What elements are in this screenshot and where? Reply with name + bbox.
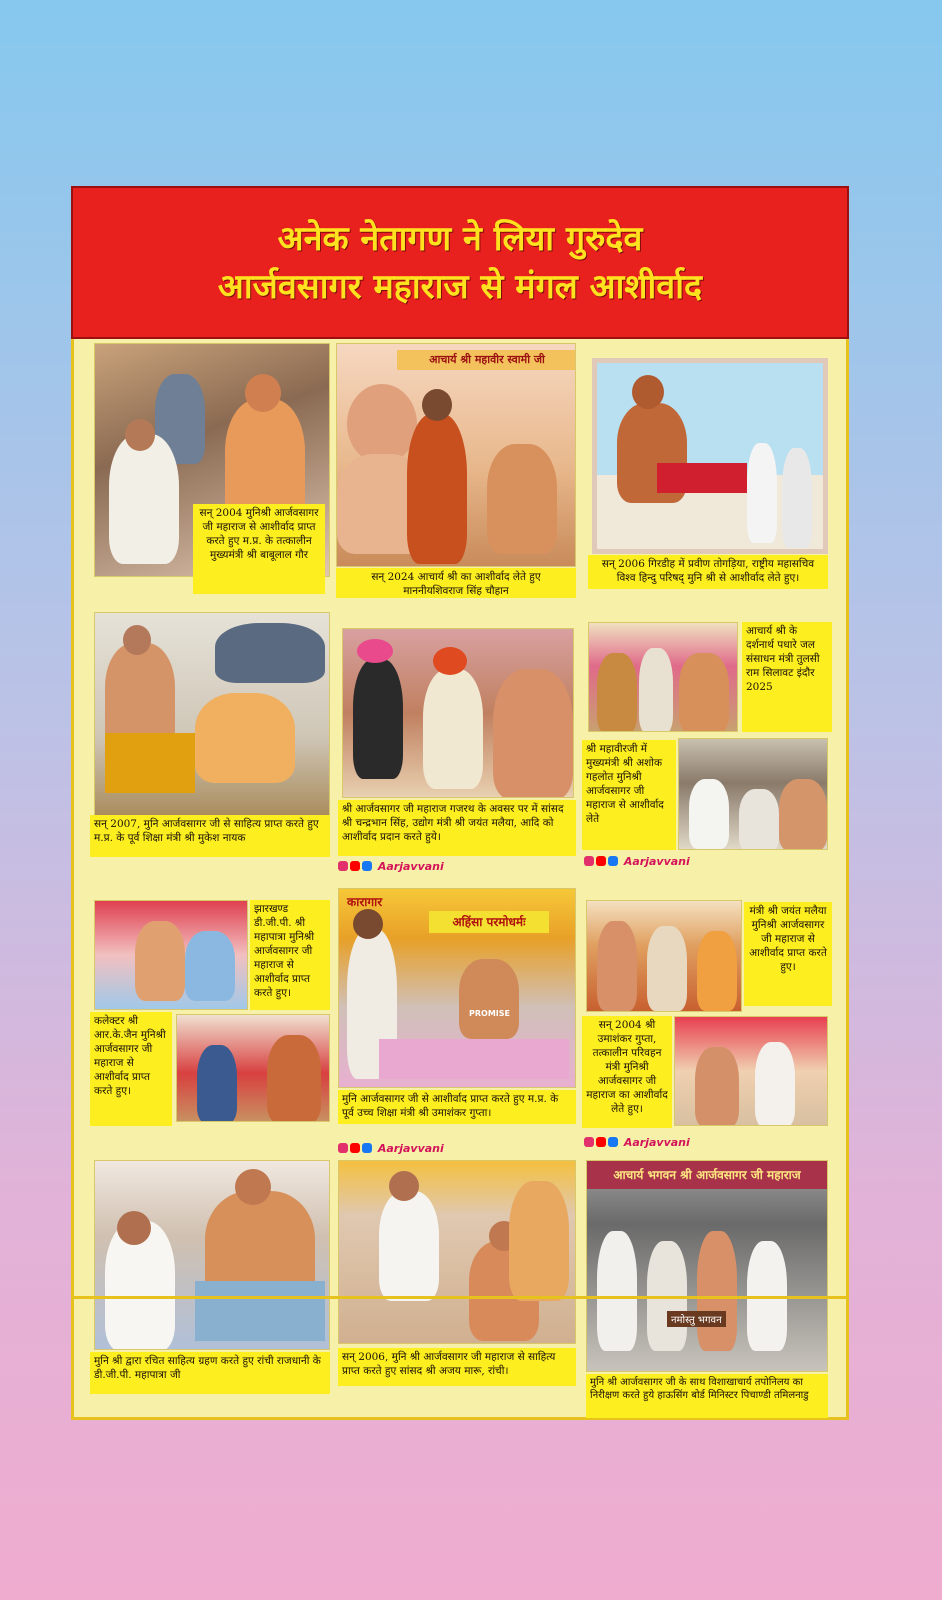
caption-photo-1: सन् 2004 मुनिश्री आर्जवसागर जी महाराज से आशीर्वाद प्राप्त करते हुए म.प्र. के तत्कालीन मुख्यमंत्री श्री बाबूलाल गौर [193,504,325,594]
photo-2-banner: आचार्य श्री महावीर स्वामी जी [397,350,576,370]
facebook-icon [608,856,618,866]
photo-6a [588,622,738,732]
instagram-icon [584,856,594,866]
photo-4 [94,612,330,820]
social-tag-row2-mid [338,860,444,873]
caption-photo-10: मुनि श्री द्वारा रचित साहित्य ग्रहण करते हुए रांची राजधानी के डी.जी.पी. महापात्रा जी [90,1352,330,1394]
social-handle: Aarjavvani [623,855,690,868]
social-tag-row2-right [584,855,690,868]
caption-photo-5: श्री आर्जवसागर जी महाराज गजरथ के अवसर पर में सांसद श्री चन्द्रभान सिंह, उद्योग मंत्री श्री जयंत मलैया, आदि को आशीर्वाद प्रदान करते हुये। [338,800,576,856]
youtube-icon [350,1143,360,1153]
photo-7a [94,900,248,1010]
caption-photo-6a: आचार्य श्री के दर्शनार्थ पधारे जल संसाधन मंत्री तुलसी राम सिलावट इंदौर 2025 [742,622,832,732]
photo-12-header: आचार्य भगवन श्री आर्जवसागर जी महाराज [587,1161,827,1189]
youtube-icon [596,1137,606,1147]
header-banner [71,186,849,339]
facebook-icon [362,1143,372,1153]
caption-photo-9a: मंत्री श्री जयंत मलैया मुनिश्री आर्जवसागर जी महाराज से आशीर्वाद प्राप्त करते हुए। [744,902,832,1006]
social-handle: Aarjavvani [623,1136,690,1149]
caption-photo-3: सन् 2006 गिरडीह में प्रवीण तोगड़िया, राष्ट्रीय महासचिव विश्व हिन्दु परिषद् मुनि श्री से आशीर्वाद लेते हुए। [588,555,828,589]
facebook-icon [362,861,372,871]
caption-photo-7a: झारखण्ड डी.जी.पी. श्री महापात्रा मुनिश्री आर्जवसागर जी महाराज से आशीर्वाद प्राप्त करते हुए। [250,900,330,1010]
caption-photo-4: सन् 2007, मुनि आर्जवसागर जी से साहित्य प्राप्त करते हुए म.प्र. के पूर्व शिक्षा मंत्री श्री मुकेश नायक [90,815,330,857]
instagram-icon [584,1137,594,1147]
caption-photo-7b: कलेक्टर श्री आर.के.जैन मुनिश्री आर्जवसागर जी महाराज से आशीर्वाद प्राप्त करते हुए। [90,1012,172,1126]
caption-photo-9b: सन् 2004 श्री उमाशंकर गुप्ता, तत्कालीन परिवहन मंत्री मुनिश्री आर्जवसागर जी महाराज का आशीर्वाद लेते हुए। [582,1016,672,1128]
photo-12-sign: नमोस्तु भगवन [667,1311,726,1327]
caption-photo-6b: श्री महावीरजी में मुख्यमंत्री श्री अशोक गहलोत मुनिश्री आर्जवसागर जी महाराज से आशीर्वाद लेते [582,740,676,850]
photo-8-banner: अहिंसा परमोधर्मः [429,911,549,933]
photo-2 [336,343,576,567]
facebook-icon [608,1137,618,1147]
photo-6b [678,738,828,850]
photo-12 [586,1160,828,1372]
youtube-icon [350,861,360,871]
social-tag-row3-mid [338,1142,444,1155]
caption-photo-11: सन् 2006, मुनि श्री आर्जवसागर जी महाराज से साहित्य प्राप्त करते हुए सांसद श्री अजय मारू, रांची। [338,1348,576,1386]
social-tag-row3-right [584,1136,690,1149]
header-line-2: आर्जवसागर महाराज से मंगल आशीर्वाद [217,266,703,307]
photo-8-banner-2: कारागार [347,895,383,909]
social-handle: Aarjavvani [377,1142,444,1155]
youtube-icon [596,856,606,866]
photo-11 [338,1160,576,1344]
photo-9a [586,900,742,1012]
instagram-icon [338,1143,348,1153]
photo-7b [176,1014,330,1122]
frame-line [71,1296,849,1299]
caption-photo-2: सन् 2024 आचार्य श्री का आशीर्वाद लेते हुए माननीयशिवराज सिंह चौहान [336,568,576,598]
caption-photo-12: मुनि श्री आर्जवसागर जी के साथ विशाखाचार्य तपोनिलय का निरीक्षण करते हुये हाऊसिंग बोर्ड मिनिस्टर पिचाण्डी तमिलनाडु [586,1374,828,1418]
social-handle: Aarjavvani [377,860,444,873]
photo-10 [94,1160,330,1350]
photo-8-banner-3: PROMISE [469,1009,510,1018]
header-line-1: अनेक नेतागण ने लिया गुरुदेव [277,218,643,259]
instagram-icon [338,861,348,871]
caption-photo-8: मुनि आर्जवसागर जी से आशीर्वाद प्राप्त करते हुए म.प्र. के पूर्व उच्च शिक्षा मंत्री श्री उमाशंकर गुप्ता। [338,1090,576,1124]
photo-3 [592,358,828,554]
photo-9b [674,1016,828,1126]
photo-8 [338,888,576,1088]
photo-5 [342,628,574,798]
